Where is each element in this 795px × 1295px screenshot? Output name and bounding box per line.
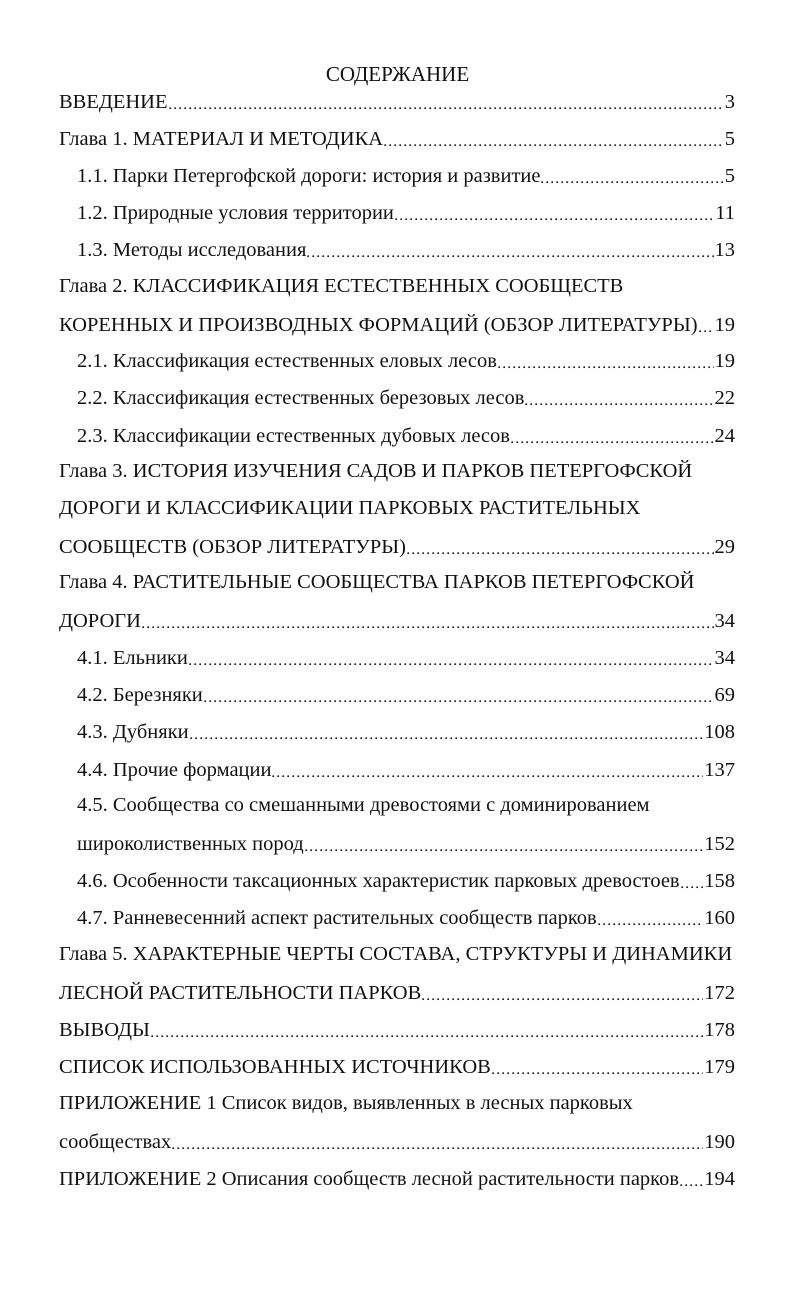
dot-leader bbox=[422, 979, 703, 1001]
toc-entry-page: 13 bbox=[714, 239, 735, 261]
toc-entry-section-4-5-line-1[interactable]: 4.5. Сообщества со смешанными древостоями с доминированием bbox=[77, 794, 650, 816]
toc-entry-page: 24 bbox=[714, 425, 735, 447]
dot-leader bbox=[151, 1016, 703, 1038]
toc-entry-title: 2.1. Классификация естественных еловых лесов bbox=[77, 350, 497, 372]
toc-entry-section-1-1[interactable] bbox=[77, 160, 735, 190]
toc-entry-page: 11 bbox=[715, 202, 735, 224]
dot-leader bbox=[525, 384, 713, 406]
toc-entry-title: ВЫВОДЫ bbox=[59, 1019, 150, 1041]
dot-leader bbox=[541, 162, 723, 184]
toc-entry-title: ДОРОГИ bbox=[59, 610, 141, 632]
toc-entry-chapter-3-line-1[interactable]: Глава 3. ИСТОРИЯ ИЗУЧЕНИЯ САДОВ И ПАРКОВ ПЕТЕРГОФСКОЙ bbox=[59, 460, 693, 482]
toc-entry-section-1-2[interactable] bbox=[77, 197, 735, 227]
toc-entry-page: 34 bbox=[714, 610, 735, 632]
toc-entry-chapter-5-line-1[interactable]: Глава 5. ХАРАКТЕРНЫЕ ЧЕРТЫ СОСТАВА, СТРУКТУРЫ И ДИНАМИКИ bbox=[59, 943, 733, 965]
dot-leader bbox=[680, 1165, 703, 1187]
dot-leader bbox=[407, 533, 714, 555]
toc-entry-section-1-3[interactable] bbox=[77, 234, 735, 264]
dot-leader bbox=[699, 311, 714, 333]
toc-entry-title: ПРИЛОЖЕНИЕ 2 Описания сообществ лесной растительности парков bbox=[59, 1168, 680, 1190]
toc-entry-appendix-2[interactable] bbox=[59, 1163, 735, 1193]
toc-entry-title: 1.3. Методы исследования bbox=[77, 239, 307, 261]
toc-entry-chapter-3[interactable] bbox=[59, 531, 735, 561]
toc-entry-page: 152 bbox=[704, 833, 735, 855]
page-title: СОДЕРЖАНИЕ bbox=[325, 62, 470, 86]
toc-entry-title: сообществах bbox=[59, 1131, 172, 1153]
toc-entry-page: 5 bbox=[724, 165, 735, 187]
toc-entry-section-2-1[interactable] bbox=[77, 345, 735, 375]
dot-leader bbox=[169, 88, 724, 110]
dot-leader bbox=[307, 236, 713, 258]
dot-leader bbox=[492, 1053, 703, 1075]
dot-leader bbox=[511, 422, 714, 444]
dot-leader bbox=[395, 199, 714, 221]
toc-entry-page: 158 bbox=[704, 870, 735, 892]
dot-leader bbox=[598, 904, 704, 926]
dot-leader bbox=[172, 1128, 703, 1150]
toc-entry-appendix-1[interactable] bbox=[59, 1126, 735, 1156]
toc-entry-chapter-1[interactable] bbox=[59, 123, 735, 153]
toc-entry-chapter-3-line-2[interactable]: ДОРОГИ И КЛАССИФИКАЦИИ ПАРКОВЫХ РАСТИТЕЛЬНЫХ bbox=[59, 497, 641, 519]
toc-entry-page: 160 bbox=[704, 907, 735, 929]
toc-entry-page: 179 bbox=[704, 1056, 735, 1078]
toc-entry-page: 137 bbox=[704, 759, 735, 781]
toc-entry-page: 190 bbox=[704, 1131, 735, 1153]
dot-leader bbox=[681, 867, 704, 889]
toc-entry-conclusions[interactable] bbox=[59, 1014, 735, 1044]
dot-leader bbox=[272, 756, 703, 778]
toc-entry-section-4-7[interactable] bbox=[77, 902, 735, 932]
toc-entry-title: 4.4. Прочие формации bbox=[77, 759, 272, 781]
dot-leader bbox=[498, 347, 714, 369]
toc-entry-title: 4.7. Ранневесенний аспект растительных сообществ парков bbox=[77, 907, 597, 929]
toc-entry-title: 4.2. Березняки bbox=[77, 684, 203, 706]
toc-entry-page: 194 bbox=[704, 1168, 735, 1190]
toc-entry-page: 3 bbox=[724, 91, 735, 113]
toc-entry-title: 1.2. Природные условия территории bbox=[77, 202, 394, 224]
toc-entry-title: 4.3. Дубняки bbox=[77, 721, 189, 743]
toc-entry-title: широколиственных пород bbox=[77, 833, 304, 855]
toc-entry-page: 19 bbox=[714, 350, 735, 372]
toc-entry-section-2-3[interactable] bbox=[77, 420, 735, 450]
toc-entry-page: 172 bbox=[704, 982, 735, 1004]
toc-entry-page: 178 bbox=[704, 1019, 735, 1041]
toc-entry-section-4-1[interactable] bbox=[77, 642, 735, 672]
toc-entry-title: Глава 1. МАТЕРИАЛ И МЕТОДИКА bbox=[59, 128, 384, 150]
toc-entry-title: КОРЕННЫХ И ПРОИЗВОДНЫХ ФОРМАЦИЙ (ОБЗОР ЛИТЕРАТУРЫ) bbox=[59, 314, 698, 336]
toc-entry-page: 69 bbox=[714, 684, 735, 706]
toc-entry-page: 108 bbox=[704, 721, 735, 743]
toc-entry-references[interactable] bbox=[59, 1051, 735, 1081]
toc-entry-page: 5 bbox=[724, 128, 735, 150]
toc-entry-section-4-3[interactable] bbox=[77, 716, 735, 746]
toc-entry-section-4-4[interactable] bbox=[77, 754, 735, 784]
toc-entry-title: ЛЕСНОЙ РАСТИТЕЛЬНОСТИ ПАРКОВ bbox=[59, 982, 422, 1004]
toc-entry-section-4-6[interactable] bbox=[77, 865, 735, 895]
toc-entry-section-4-2[interactable] bbox=[77, 679, 735, 709]
toc-entry-page: 19 bbox=[714, 314, 735, 336]
dot-leader bbox=[305, 830, 704, 852]
toc-entry-title: 4.1. Ельники bbox=[77, 647, 188, 669]
toc-entry-appendix-1-line-1[interactable]: ПРИЛОЖЕНИЕ 1 Список видов, выявленных в лесных парковых bbox=[59, 1092, 633, 1114]
dot-leader bbox=[190, 718, 704, 740]
toc-entry-title: 1.1. Парки Петергофской дороги: история и развитие bbox=[77, 165, 541, 187]
dot-leader bbox=[384, 125, 724, 147]
toc-entry-section-2-2[interactable] bbox=[77, 382, 735, 412]
toc-entry-title: 2.2. Классификация естественных березовых лесов bbox=[77, 387, 525, 409]
toc-entry-title: 4.6. Особенности таксационных характеристик парковых древостоев bbox=[77, 870, 680, 892]
toc-entry-page: 29 bbox=[714, 536, 735, 558]
dot-leader bbox=[142, 607, 714, 629]
dot-leader bbox=[189, 644, 714, 666]
toc-entry-title: СПИСОК ИСПОЛЬЗОВАННЫХ ИСТОЧНИКОВ bbox=[59, 1056, 491, 1078]
toc-entry-title: ВВЕДЕНИЕ bbox=[59, 91, 168, 113]
dot-leader bbox=[204, 681, 714, 703]
toc-entry-section-4-5[interactable] bbox=[77, 828, 735, 858]
toc-entry-title: 2.3. Классификации естественных дубовых лесов bbox=[77, 425, 510, 447]
toc-entry-page: 34 bbox=[714, 647, 735, 669]
toc-entry-introduction[interactable] bbox=[59, 86, 735, 116]
toc-entry-chapter-2[interactable] bbox=[59, 309, 735, 339]
toc-entry-title: СООБЩЕСТВ (ОБЗОР ЛИТЕРАТУРЫ) bbox=[59, 536, 406, 558]
toc-entry-page: 22 bbox=[714, 387, 735, 409]
toc-entry-chapter-4[interactable] bbox=[59, 605, 735, 635]
toc-entry-chapter-5[interactable] bbox=[59, 977, 735, 1007]
toc-entry-chapter-4-line-1[interactable]: Глава 4. РАСТИТЕЛЬНЫЕ СООБЩЕСТВА ПАРКОВ ПЕТЕРГОФСКОЙ bbox=[59, 571, 695, 593]
toc-entry-chapter-2-line-1[interactable]: Глава 2. КЛАССИФИКАЦИЯ ЕСТЕСТВЕННЫХ СООБЩЕСТВ bbox=[59, 275, 624, 297]
